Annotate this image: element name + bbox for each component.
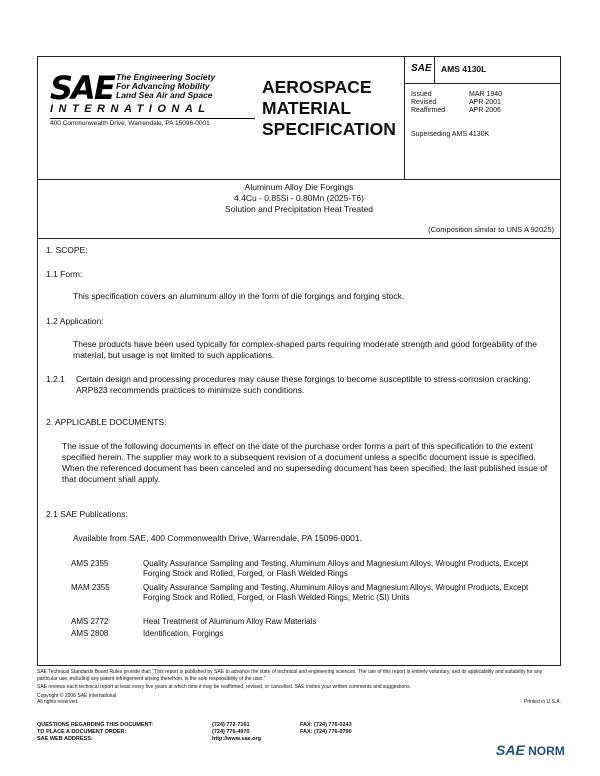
review-notice: SAE reviews each technical report at least every five years at which time it may be reaffirmed, revised, or cancelled. SAE invites your written comments and suggestions.	[37, 684, 411, 690]
section-heading: 1.1 Form:	[46, 269, 83, 279]
sae-address: 400 Commonwealth Drive, Warrendale, PA 15096-0001	[50, 120, 210, 127]
document-header	[38, 57, 560, 180]
contact-row: SAE WEB ADDRESS: http://www.sae.org	[37, 736, 561, 743]
document-type-title: AEROSPACE MATERIAL SPECIFICATION	[262, 77, 396, 139]
international-wordmark: INTERNATIONAL	[50, 103, 211, 115]
copyright: Copyright © 2006 SAE International	[37, 692, 117, 699]
section-heading: 2. APPLICABLE DOCUMENTS:	[46, 417, 167, 427]
section-heading: 1.2 Application:	[46, 316, 104, 326]
subject-divider	[38, 238, 560, 239]
section-heading: 2.1 SAE Publications:	[46, 509, 128, 519]
printed-in: Printed in U.S.A.	[524, 699, 561, 705]
sae-norm-watermark	[496, 742, 565, 758]
contact-row: TO PLACE A DOCUMENT ORDER: (724) 776-4970 FAX: (724) 776-0790	[37, 729, 352, 735]
reference-title: Heat Treatment of Aluminum Alloy Raw Materials	[143, 617, 317, 626]
paragraph: The issue of the following documents in effect on the date of the purchase order forms a part of this specification to the extent specified herein. The supplier may work to a subsequent revision of a document unless a specific document issue is specified. When the referenced document has been canceled and no superseding document has been specified, the last published issue of that document shall apply.	[62, 441, 548, 484]
paragraph: Certain design and processing procedures may cause these forgings to become susceptible to stress-corrosion cracking; ARP823 recommends practices to minimize such conditions.	[76, 374, 531, 395]
legal-footer	[37, 669, 561, 706]
sae-badge: SAE	[411, 63, 432, 74]
doc-number-box	[405, 57, 560, 84]
superseding-note: Superseding AMS 4130K	[411, 131, 490, 138]
revision-history	[411, 91, 502, 115]
doc-number: AMS 4130L	[441, 64, 487, 74]
rights-reserved: All rights reserved.	[37, 699, 79, 705]
rights-row	[37, 699, 561, 706]
reference-code: AMS 2808	[71, 629, 109, 638]
web-address-link[interactable]: http://www.sae.org	[212, 736, 261, 742]
reference-title: Quality Assurance Sampling and Testing, Aluminum Alloys and Magnesium Alloys, Wrought Products, Except Forging Stock and Rolled, Forged, or Flash Welded Rings	[143, 559, 529, 578]
brand-word: NORM	[528, 744, 565, 758]
reference-code: AMS 2772	[71, 617, 109, 626]
section-heading: 1. SCOPE:	[46, 245, 88, 255]
brand-mark: SAE	[496, 742, 525, 758]
reference-code: AMS 2355	[71, 559, 109, 568]
history-row: Revised APR 2001	[411, 99, 501, 106]
history-row: Issued MAR 1940	[411, 91, 503, 98]
sae-tagline: The Engineering Society For Advancing Mobility Land Sea Air and Space	[116, 72, 216, 100]
paragraph: These products have been used typically for complex-shaped parts requiring moderate strength and good forgeability of the material, but usage is not limited to such applications.	[73, 339, 537, 360]
document-frame	[37, 56, 561, 666]
usage-notice: SAE Technical Standards Board Rules provide that: "This report is published by SAE to advance the state of technical and engineering sciences. The use of this report is entirely voluntary, and its applicability and suitability for any particular use, including any patent infringement arising therefrom, is the sole responsibility of the user."	[37, 669, 543, 682]
contact-row: QUESTIONS REGARDING THIS DOCUMENT: (724) 772-7161 FAX: (724) 776-0243	[37, 722, 352, 728]
paragraph: Available from SAE, 400 Commonwealth Drive, Warrendale, PA 15096-0001.	[73, 533, 362, 543]
logo-rule	[50, 118, 255, 119]
history-row: Reaffirmed APR 2006	[411, 107, 501, 114]
reference-code: MAM 2355	[71, 583, 110, 592]
reference-title: Identification, Forgings	[143, 629, 224, 638]
sae-logo: SAE	[50, 69, 114, 107]
paragraph: This specification covers an aluminum alloy in the form of die forgings and forging stock.	[73, 291, 405, 301]
document-subject: Aluminum Alloy Die Forgings 4.4Cu - 0.85Si - 0.80Mn (2025-T6) Solution and Precipitation Heat Treated	[225, 182, 373, 214]
reference-title: Quality Assurance Sampling and Testing, Aluminum Alloys and Magnesium Alloys, Wrought Products, Except Forging Stock and Rolled, Forged, or Flash Welded Rings, Metric (SI) Units	[143, 583, 529, 602]
uns-note: (Composition similar to UNS A 92025)	[428, 225, 554, 234]
badge-divider	[434, 57, 435, 83]
section-number: 1.2.1	[46, 374, 65, 384]
